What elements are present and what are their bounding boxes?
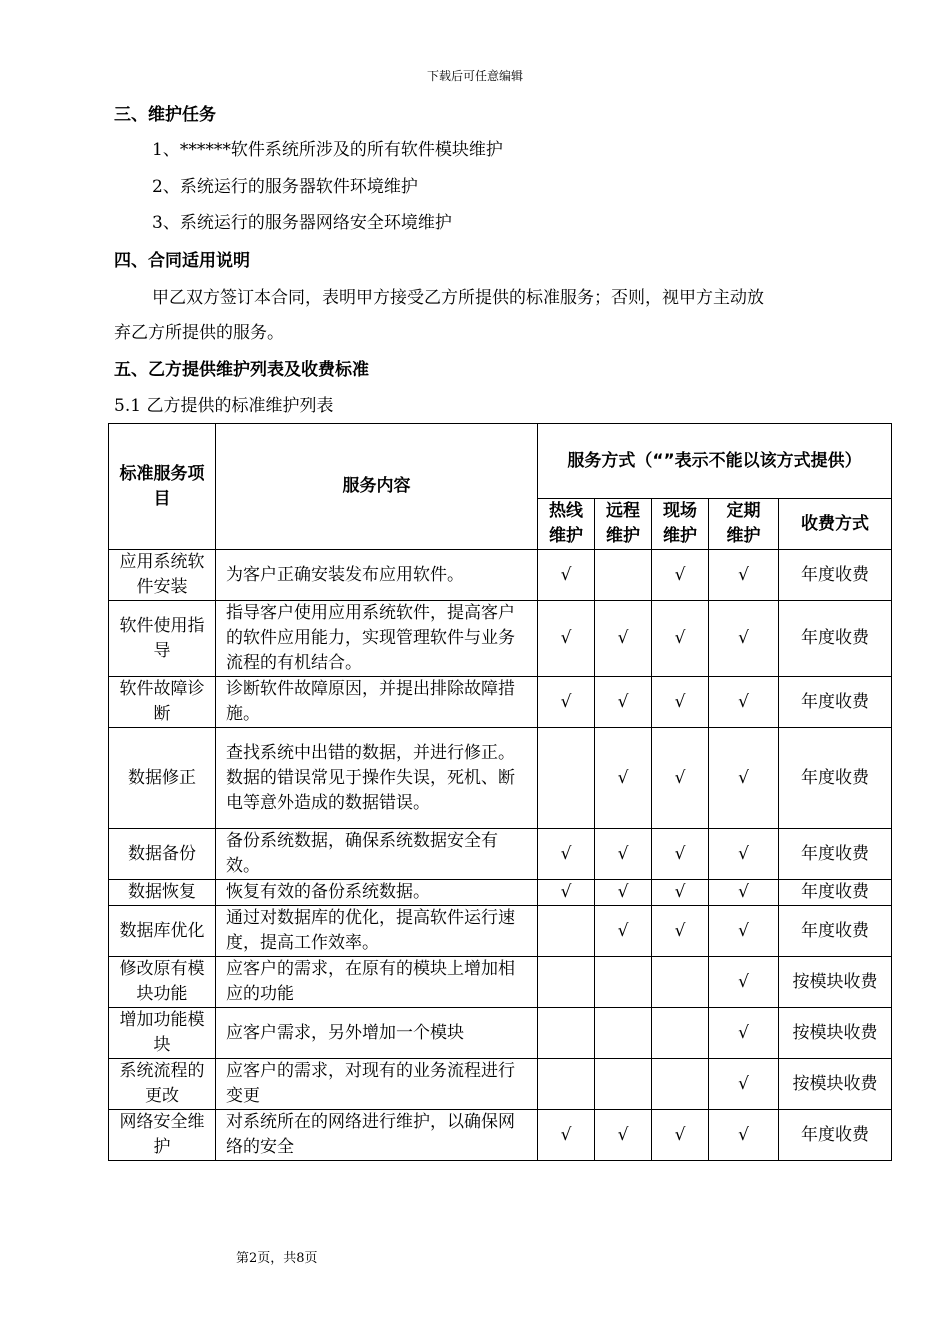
row-remote	[595, 550, 652, 601]
row-content: 应客户需求，另外增加一个模块	[216, 1008, 538, 1059]
row-onsite: √	[652, 829, 709, 880]
row-onsite: √	[652, 728, 709, 829]
row-remote: √	[595, 829, 652, 880]
row-periodic: √	[709, 1059, 779, 1110]
row-remote: √	[595, 677, 652, 728]
row-content: 应客户的需求，在原有的模块上增加相应的功能	[216, 957, 538, 1008]
row-remote: √	[595, 880, 652, 906]
section-4-title: 四、合同适用说明	[114, 251, 250, 271]
row-item: 软件故障诊断	[109, 677, 216, 728]
row-remote: √	[595, 906, 652, 957]
table-row	[109, 550, 892, 601]
row-item: 网络安全维护	[109, 1110, 216, 1161]
page-footer: 第2页，共8页	[236, 1251, 318, 1266]
row-fee: 按模块收费	[779, 957, 892, 1008]
row-content: 为客户正确安装发布应用软件。	[216, 550, 538, 601]
row-periodic: √	[709, 728, 779, 829]
row-onsite: √	[652, 550, 709, 601]
row-content: 对系统所在的网络进行维护，以确保网络的安全	[216, 1110, 538, 1161]
row-onsite	[652, 1008, 709, 1059]
section-5-title: 五、乙方提供维护列表及收费标准	[114, 360, 369, 380]
row-periodic: √	[709, 1110, 779, 1161]
row-item: 数据备份	[109, 829, 216, 880]
header-remote: 远程维护	[595, 499, 652, 550]
task-item-3: 3、系统运行的服务器网络安全环境维护	[152, 213, 452, 233]
row-hotline: √	[538, 601, 595, 677]
row-remote	[595, 1059, 652, 1110]
row-periodic: √	[709, 880, 779, 906]
row-item: 应用系统软件安装	[109, 550, 216, 601]
row-content: 通过对数据库的优化，提高软件运行速度，提高工作效率。	[216, 906, 538, 957]
row-onsite: √	[652, 677, 709, 728]
header-content: 服务内容	[216, 424, 538, 550]
row-item: 软件使用指导	[109, 601, 216, 677]
row-periodic: √	[709, 550, 779, 601]
row-hotline	[538, 957, 595, 1008]
table-row	[109, 829, 892, 880]
header-onsite: 现场维护	[652, 499, 709, 550]
row-fee: 年度收费	[779, 906, 892, 957]
row-periodic: √	[709, 1008, 779, 1059]
row-remote: √	[595, 601, 652, 677]
table-row	[109, 601, 892, 677]
row-content: 应客户的需求，对现有的业务流程进行变更	[216, 1059, 538, 1110]
row-content: 查找系统中出错的数据，并进行修正。数据的错误常见于操作失误，死机、断电等意外造成的数据错误。	[216, 728, 538, 829]
row-fee: 年度收费	[779, 677, 892, 728]
row-content: 恢复有效的备份系统数据。	[216, 880, 538, 906]
table-row	[109, 1059, 892, 1110]
row-item: 数据修正	[109, 728, 216, 829]
table-row	[109, 906, 892, 957]
row-onsite	[652, 1059, 709, 1110]
section-5-1-subtitle: 5.1 乙方提供的标准维护列表	[114, 396, 334, 416]
section-3-title: 三、维护任务	[114, 105, 216, 125]
header-note: 下载后可任意编辑	[426, 69, 523, 83]
table-row	[109, 677, 892, 728]
row-content: 指导客户使用应用系统软件，提高客户的软件应用能力，实现管理软件与业务流程的有机结合。	[216, 601, 538, 677]
service-table	[108, 423, 892, 1161]
row-item: 数据库优化	[109, 906, 216, 957]
row-item: 数据恢复	[109, 880, 216, 906]
task-item-2: 2、系统运行的服务器软件环境维护	[152, 177, 418, 197]
row-onsite: √	[652, 880, 709, 906]
row-hotline	[538, 906, 595, 957]
table-row	[109, 1008, 892, 1059]
row-item: 系统流程的更改	[109, 1059, 216, 1110]
row-onsite: √	[652, 906, 709, 957]
header-fee: 收费方式	[779, 499, 892, 550]
table-row	[109, 957, 892, 1008]
task-item-1: 1、******软件系统所涉及的所有软件模块维护	[152, 140, 503, 160]
row-content: 备份系统数据，确保系统数据安全有效。	[216, 829, 538, 880]
row-remote: √	[595, 728, 652, 829]
contract-para-line-2: 弃乙方所提供的服务。	[114, 323, 284, 343]
row-hotline: √	[538, 677, 595, 728]
row-periodic: √	[709, 906, 779, 957]
row-onsite: √	[652, 601, 709, 677]
row-remote	[595, 1008, 652, 1059]
row-hotline: √	[538, 1110, 595, 1161]
row-periodic: √	[709, 957, 779, 1008]
row-periodic: √	[709, 829, 779, 880]
row-content: 诊断软件故障原因，并提出排除故障措施。	[216, 677, 538, 728]
header-method: 服务方式（“”表示不能以该方式提供）	[538, 424, 892, 499]
table-row	[109, 880, 892, 906]
row-fee: 年度收费	[779, 550, 892, 601]
row-hotline	[538, 728, 595, 829]
table-row	[109, 1110, 892, 1161]
row-item: 增加功能模块	[109, 1008, 216, 1059]
row-remote: √	[595, 1110, 652, 1161]
row-periodic: √	[709, 677, 779, 728]
row-hotline	[538, 1008, 595, 1059]
row-fee: 年度收费	[779, 601, 892, 677]
row-hotline: √	[538, 550, 595, 601]
row-fee: 年度收费	[779, 880, 892, 906]
header-hotline: 热线维护	[538, 499, 595, 550]
row-fee: 按模块收费	[779, 1008, 892, 1059]
row-fee: 按模块收费	[779, 1059, 892, 1110]
row-hotline: √	[538, 829, 595, 880]
row-onsite	[652, 957, 709, 1008]
row-fee: 年度收费	[779, 728, 892, 829]
header-periodic: 定期维护	[709, 499, 779, 550]
row-onsite: √	[652, 1110, 709, 1161]
table-row	[109, 728, 892, 829]
row-fee: 年度收费	[779, 829, 892, 880]
row-periodic: √	[709, 601, 779, 677]
row-remote	[595, 957, 652, 1008]
header-item: 标准服务项目	[109, 424, 216, 550]
row-hotline	[538, 1059, 595, 1110]
contract-para-line-1: 甲乙双方签订本合同，表明甲方接受乙方所提供的标准服务；否则，视甲方主动放	[152, 288, 764, 308]
row-item: 修改原有模块功能	[109, 957, 216, 1008]
row-hotline: √	[538, 880, 595, 906]
row-fee: 年度收费	[779, 1110, 892, 1161]
